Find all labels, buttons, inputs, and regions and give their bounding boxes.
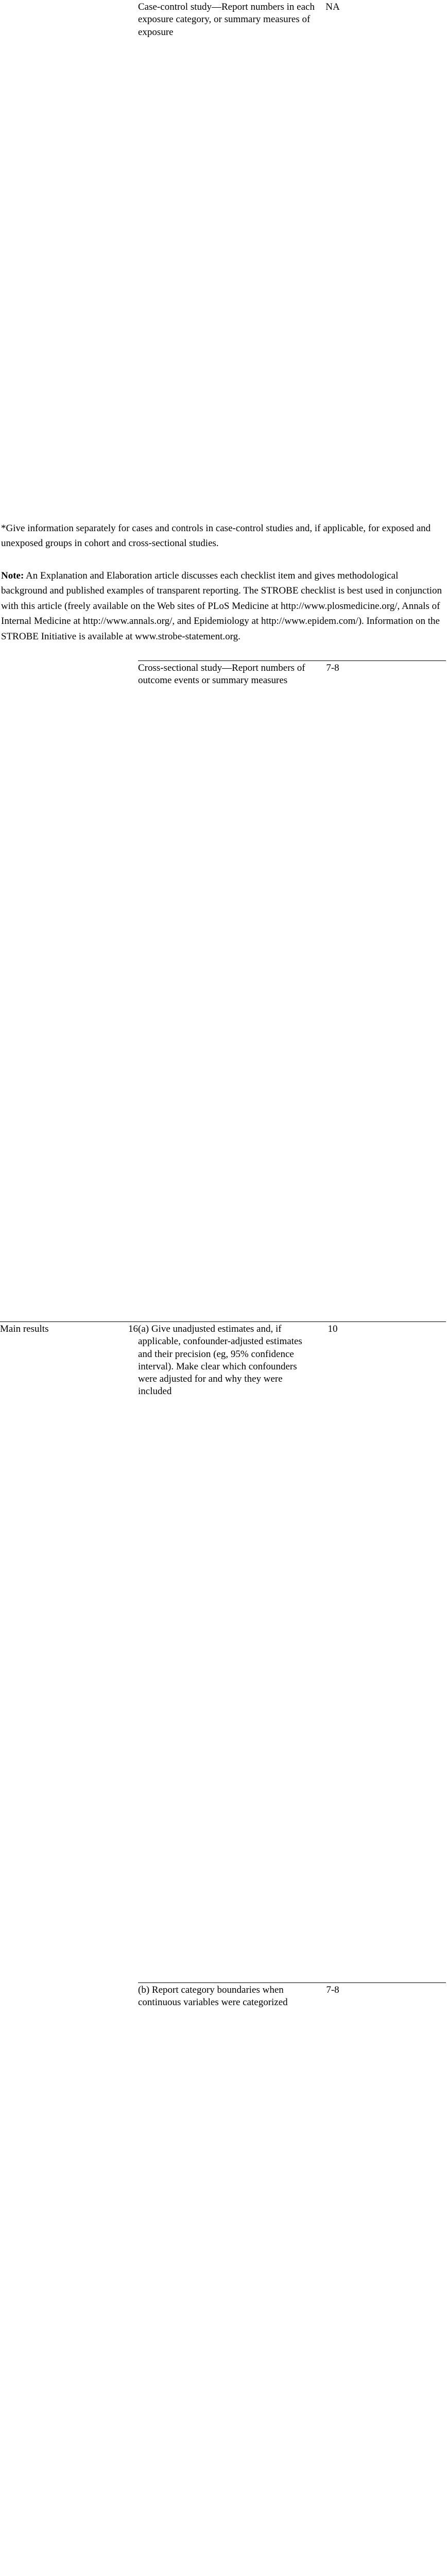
footnote-text: *Give information separately for cases and controls in case-control studies and, if applicable, for exposed and unexposed groups in cohort and cross-sectional studies. <box>1 521 444 551</box>
page-number-cell <box>318 1983 446 2576</box>
recommendation-cell: Cross-sectional study—Report numbers of outcome events or summary measures <box>138 661 318 1322</box>
note-label: Note: <box>1 570 24 581</box>
recommendation-cell: Case-control study—Report numbers in each exposure category, or summary measures of exposure <box>138 0 318 661</box>
page-number-cell <box>318 0 446 661</box>
item-number-cell: 16 <box>103 1322 138 1983</box>
checklist-row <box>0 1322 446 1983</box>
topic-cell <box>0 0 103 661</box>
document-page <box>0 0 447 659</box>
item-number-cell <box>103 661 138 1322</box>
page-number-cell <box>318 1322 446 1983</box>
item-number-cell <box>103 1983 138 2576</box>
item-number-cell <box>103 0 138 661</box>
page-number: 10 <box>318 1323 347 1335</box>
topic-cell <box>0 661 103 1322</box>
topic-cell <box>0 1983 103 2576</box>
page-number: NA <box>318 1 347 13</box>
checklist-row <box>0 661 446 1322</box>
note-text: An Explanation and Elaboration article discusses each checklist item and gives methodological background and published examples of transparent reporting. The STROBE checklist is best used in conjunction with this article (freely available on the Web sites of PLoS Medicine at http://www.plosmedicine.org/, Annals of Internal Medicine at http://www.annals.org/, and Epidemiology at http://www.epidem.com/). Information on the STROBE Initiative is available at www.strobe-statement.org. <box>1 570 442 642</box>
recommendation-cell: (a) Give unadjusted estimates and, if applicable, confounder-adjusted estimates and their precision (eg, 95% confidence interval). Make clear which confounders were adjusted for and why they were included <box>138 1322 318 1983</box>
page-number: 7-8 <box>318 662 347 674</box>
topic-cell: Main results <box>0 1322 103 1983</box>
note-paragraph <box>1 568 444 644</box>
checklist-row <box>0 1983 446 2576</box>
checklist-row <box>0 0 446 661</box>
page-number: 7-8 <box>318 1984 347 1996</box>
page-number-cell <box>318 661 446 1322</box>
recommendation-cell: (b) Report category boundaries when continuous variables were categorized <box>138 1983 318 2576</box>
